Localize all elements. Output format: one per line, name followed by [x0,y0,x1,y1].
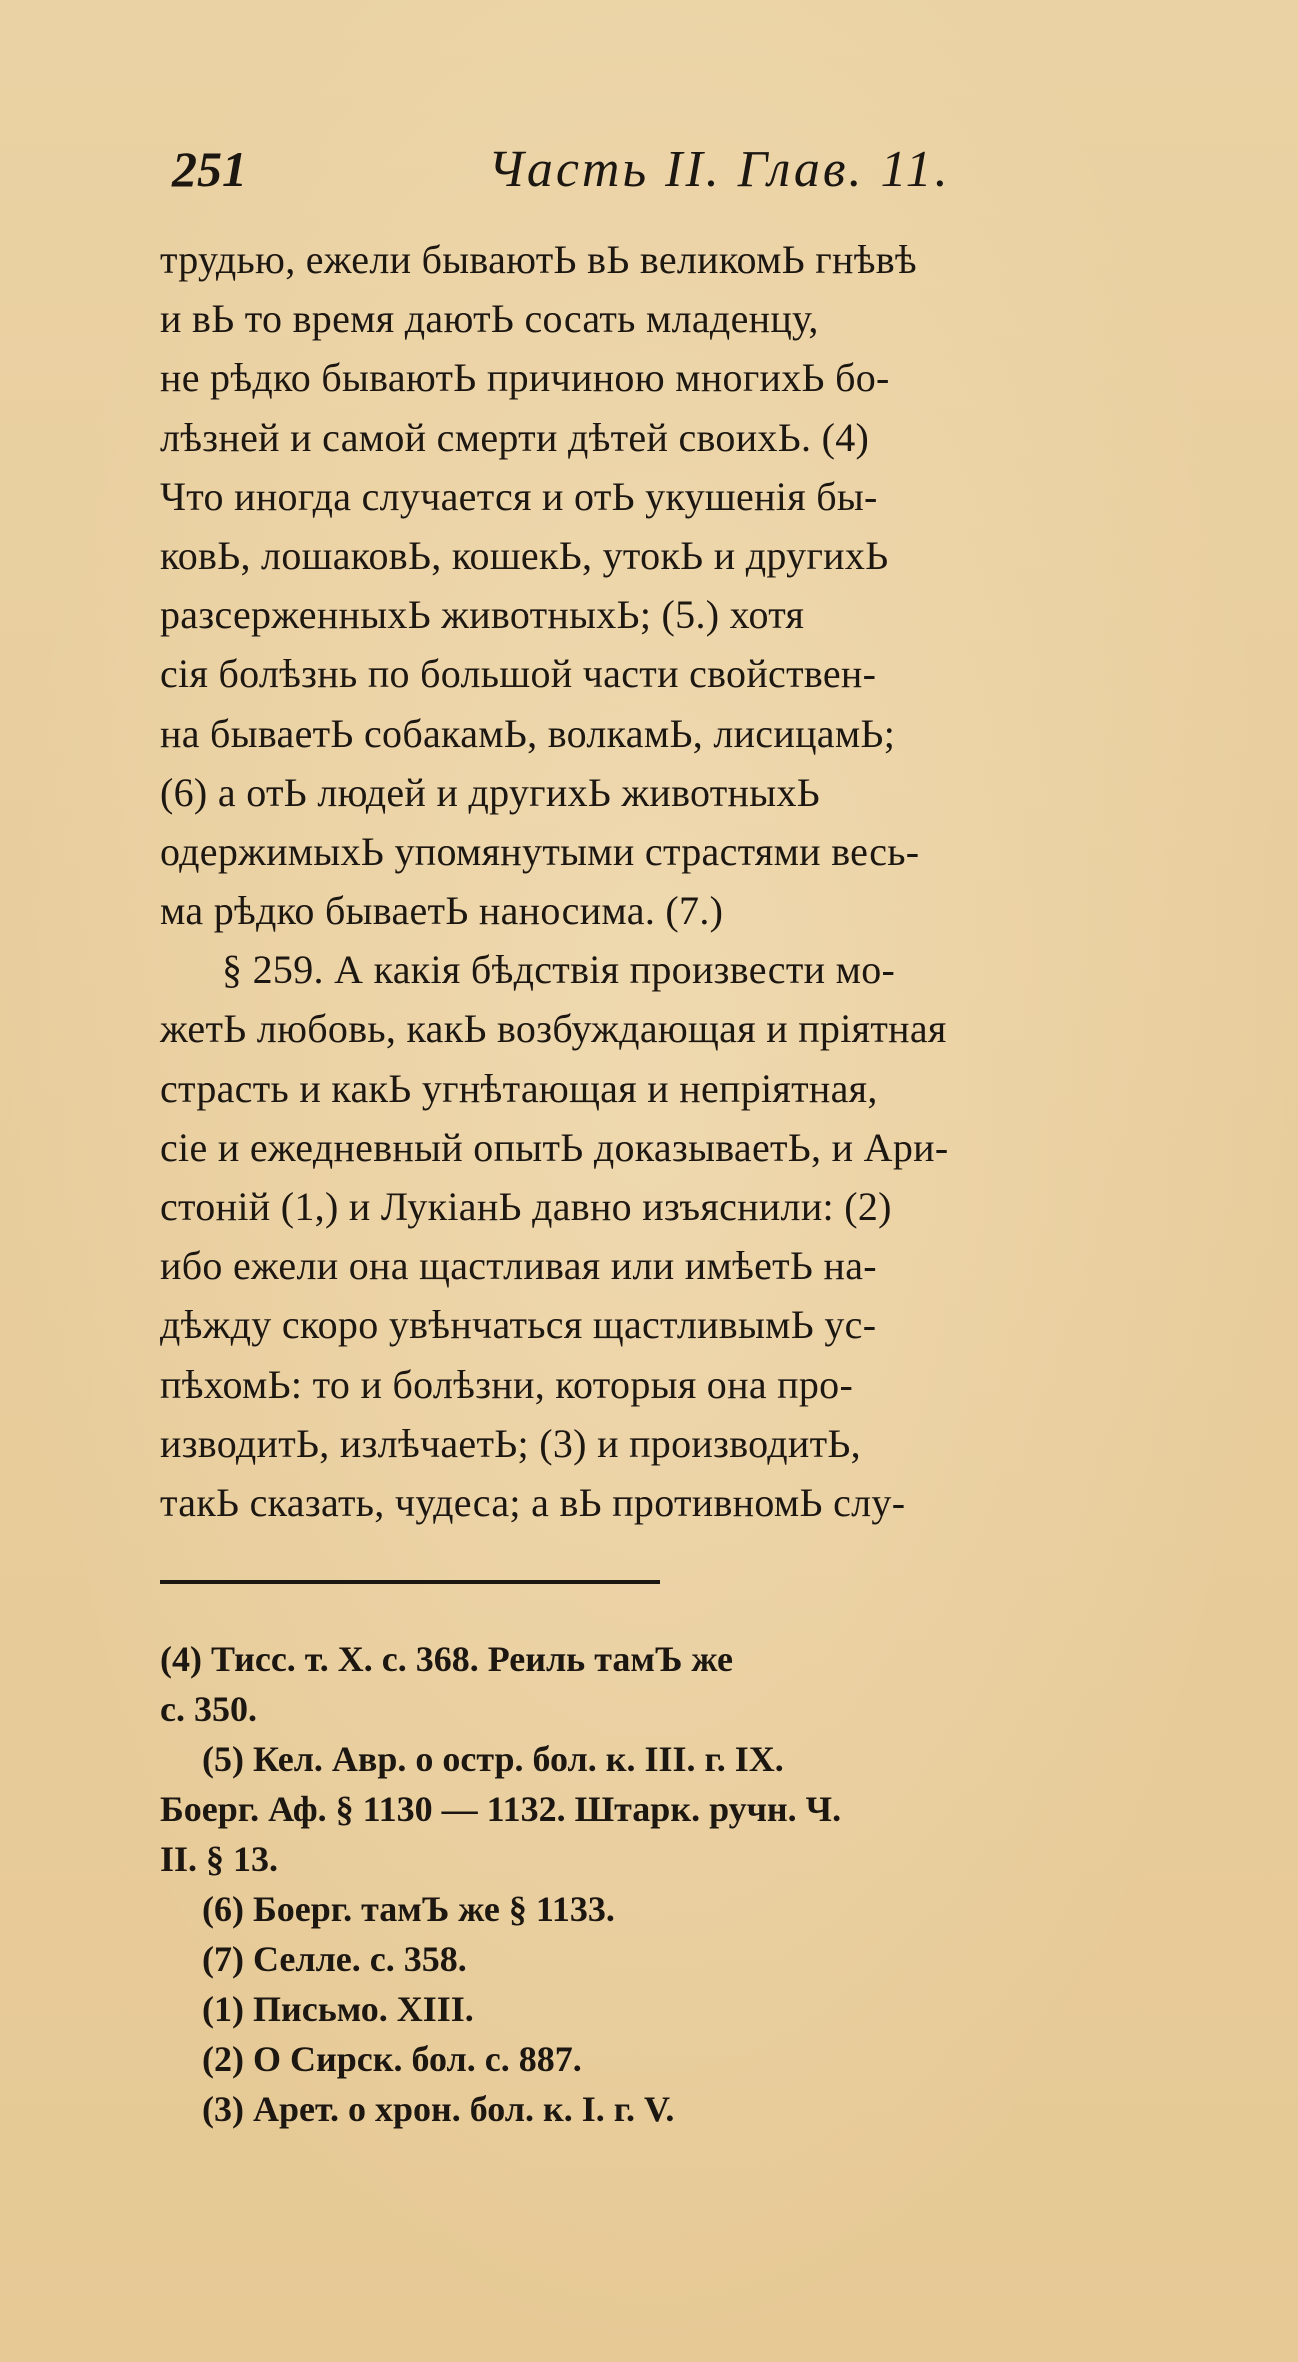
footnote-line: Боерг. Аф. § 1130 — 1132. Штарк. ручн. Ч. [160,1789,842,1829]
text-line: ковЬ, лошаковЬ, кошекЬ, утокЬ и другихЬ [160,532,889,578]
footnote-line: (6) Боерг. тамЪ же § 1133. [202,1889,615,1929]
text-line: стоній (1,) и ЛукіанЬ давно изъяснили: (2) [160,1184,892,1229]
text-line: Что иногда случается и отЬ укушенія бы- [160,473,878,519]
text-line: страсть и какЬ угнѣтающая и непріятная, [160,1065,878,1111]
text-line: дѣжду скоро увѣнчаться щастливымЬ ус- [160,1302,877,1348]
main-text [160,230,1240,1532]
text-line: (6) а отЬ людей и другихЬ животныхЬ [160,769,821,815]
text-line: не рѣдко бываютЬ причиною многихЬ бо- [160,355,890,401]
text-line: жетЬ любовь, какЬ возбуждающая и пріятная [160,1006,947,1052]
footnote-line: с. 350. [160,1689,257,1729]
text-line: изводитЬ, излѣчаетЬ; (3) и производитЬ, [160,1420,861,1466]
text-line: на бываетЬ собакамЬ, волкамЬ, лисицамЬ; [160,710,896,756]
footnote-divider [160,1580,660,1584]
text-line: и вЬ то время даютЬ сосать младенцу, [160,296,819,342]
footnote-line: (5) Кел. Авр. о остр. бол. к. III. г. IX. [202,1739,784,1779]
text-line: пѣхомЬ: то и болѣзни, которыя она про- [160,1361,854,1407]
text-line: сія болѣзнь по большой части свойствен- [160,651,877,697]
footnote-line: (7) Селле. с. 358. [202,1939,467,1979]
text-line: ма рѣдко бываетЬ наносима. (7.) [160,888,724,934]
page-number: 251 [172,141,247,197]
footnote-line: II. § 13. [160,1839,279,1879]
text-line: такЬ сказать, чудеса; а вЬ противномЬ слу- [160,1479,906,1525]
text-line: одержимыхЬ упомянутыми страстями весь- [160,828,920,874]
text-line: разсерженныхЬ животныхЬ; (5.) хотя [160,592,805,638]
footnote-line: (2) О Сирск. бол. с. 887. [202,2039,582,2079]
footnote-line: (1) Письмо. XIII. [202,1989,474,2029]
footnote-line: (4) Тисс. т. X. с. 368. Реиль тамЪ же [160,1639,734,1679]
text-line: ибо ежели она щастливая или имѣетЬ на- [160,1243,877,1289]
section-start-line: § 259. А какія бѣдствія произвести мо- [222,947,896,993]
footnote-line: (3) Арет. о хрон. бол. к. I. г. V. [202,2089,675,2129]
running-title: Часть II. Глав. 11. [488,141,951,198]
page-header [172,140,1032,210]
text-line: лѣзней и самой смерти дѣтей своихЬ. (4) [160,414,870,460]
text-line: сіе и ежедневный опытЬ доказываетЬ, и Ари- [160,1124,949,1170]
text-line: трудью, ежели бываютЬ вЬ великомЬ гнѣвѣ [160,237,917,282]
footnotes [160,1634,1240,2134]
